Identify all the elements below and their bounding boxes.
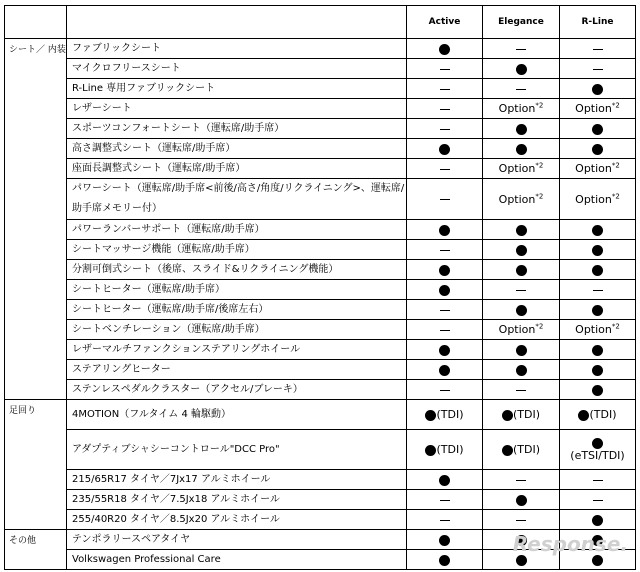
feature-label: シートベンチレーション（運転席/助手席） [67, 320, 407, 340]
availability-cell [483, 340, 560, 360]
standard-dot-icon [439, 345, 450, 356]
availability-cell [483, 280, 560, 300]
table-row [5, 139, 636, 159]
option-label: Option [498, 192, 536, 206]
feature-label: パワーシート（運転席/助手席<前後/高さ/角度/リクライニング>、運転席/助手席メモリー付） [67, 179, 407, 220]
table-row [5, 280, 636, 300]
standard-dot-icon [592, 124, 603, 135]
tdi-note: (TDI) [436, 408, 464, 421]
table-row [5, 470, 636, 490]
standard-dot-icon [516, 345, 527, 356]
feature-label: Volkswagen Professional Care [67, 550, 407, 570]
standard-dot-icon [439, 144, 450, 155]
feature-label: シートヒーター（運転席/助手席） [67, 280, 407, 300]
table-row [5, 340, 636, 360]
availability-cell [560, 260, 636, 280]
not-available-dash-icon [593, 69, 603, 70]
not-available-dash-icon [440, 390, 450, 391]
stacked-availability [560, 438, 635, 462]
option-footnote: *2 [611, 192, 620, 201]
table-row [5, 490, 636, 510]
availability-cell [407, 280, 483, 300]
option-text [499, 102, 544, 115]
standard-dot-icon [439, 225, 450, 236]
availability-cell [560, 79, 636, 99]
option-text [499, 162, 544, 175]
spec-table [4, 5, 636, 570]
standard-dot-icon [439, 285, 450, 296]
availability-cell [483, 300, 560, 320]
option-label: Option [575, 102, 612, 116]
standard-dot-icon [516, 495, 527, 506]
standard-dot-icon [425, 445, 436, 456]
col-rline: R-Line [560, 6, 636, 39]
option-text [575, 162, 620, 175]
availability-cell [483, 510, 560, 530]
availability-cell [560, 430, 636, 470]
standard-dot-icon [592, 225, 603, 236]
option-footnote: *2 [535, 101, 544, 110]
standard-dot-icon [592, 245, 603, 256]
availability-cell [483, 430, 560, 470]
feature-label: 高さ調整式シート（運転席/助手席） [67, 139, 407, 159]
availability-cell [560, 159, 636, 179]
table-row [5, 39, 636, 59]
table-row [5, 59, 636, 79]
not-available-dash-icon [593, 500, 603, 501]
option-label: Option [498, 102, 536, 116]
standard-dot-icon [516, 144, 527, 155]
availability-cell [560, 39, 636, 59]
corner-cell [5, 6, 67, 39]
not-available-dash-icon [440, 250, 450, 251]
standard-dot-icon [516, 225, 527, 236]
availability-cell [407, 470, 483, 490]
standard-dot-icon [592, 438, 603, 449]
not-available-dash-icon [440, 109, 450, 110]
availability-cell [560, 320, 636, 340]
feature-label: ステンレスペダルクラスター（アクセル/ブレーキ） [67, 380, 407, 400]
table-row [5, 260, 636, 280]
availability-cell [407, 300, 483, 320]
availability-cell [560, 300, 636, 320]
availability-cell [560, 139, 636, 159]
availability-cell [407, 79, 483, 99]
availability-cell [560, 59, 636, 79]
feature-label: 4MOTION（フルタイム 4 輪駆動） [67, 400, 407, 430]
standard-dot-icon [578, 410, 589, 421]
availability-cell [407, 510, 483, 530]
category-chassis: 足回り [5, 400, 67, 530]
availability-cell [483, 240, 560, 260]
feature-label: シートマッサージ機能（運転席/助手席） [67, 240, 407, 260]
standard-dot-icon [516, 124, 527, 135]
standard-dot-icon [439, 44, 450, 55]
availability-cell [407, 119, 483, 139]
standard-dot-icon [592, 305, 603, 316]
availability-cell [560, 510, 636, 530]
table-row [5, 510, 636, 530]
option-label: Option [498, 162, 536, 176]
standard-dot-icon [439, 555, 450, 566]
not-available-dash-icon [516, 480, 526, 481]
item-header-cell [67, 6, 407, 39]
feature-label: 235/55R18 タイヤ／7.5Jx18 アルミホイール [67, 490, 407, 510]
availability-cell [407, 179, 483, 220]
not-available-dash-icon [440, 310, 450, 311]
availability-cell [483, 119, 560, 139]
feature-label: ファブリックシート [67, 39, 407, 59]
availability-cell [560, 400, 636, 430]
table-row [5, 430, 636, 470]
availability-cell [483, 159, 560, 179]
availability-cell [407, 340, 483, 360]
availability-cell [407, 360, 483, 380]
table-row [5, 159, 636, 179]
table-row [5, 320, 636, 340]
not-available-dash-icon [516, 290, 526, 291]
feature-label: テンポラリースペアタイヤ [67, 530, 407, 550]
feature-label: レザーシート [67, 99, 407, 119]
availability-cell [407, 139, 483, 159]
not-available-dash-icon [593, 480, 603, 481]
table-row [5, 119, 636, 139]
not-available-dash-icon [593, 290, 603, 291]
not-available-dash-icon [440, 89, 450, 90]
standard-dot-icon [502, 410, 513, 421]
option-label: Option [575, 162, 612, 176]
availability-cell [407, 99, 483, 119]
availability-cell [560, 470, 636, 490]
option-footnote: *2 [611, 101, 620, 110]
not-available-dash-icon [440, 330, 450, 331]
availability-cell [560, 99, 636, 119]
availability-cell [407, 380, 483, 400]
not-available-dash-icon [440, 169, 450, 170]
availability-cell [407, 59, 483, 79]
col-active: Active [407, 6, 483, 39]
standard-dot-icon [425, 410, 436, 421]
availability-cell [483, 79, 560, 99]
tdi-note: (TDI) [512, 443, 541, 456]
availability-cell [483, 400, 560, 430]
availability-cell [560, 360, 636, 380]
feature-label: 255/40R20 タイヤ／8.5Jx20 アルミホイール [67, 510, 407, 530]
standard-dot-icon [592, 385, 603, 396]
not-available-dash-icon [440, 129, 450, 130]
availability-cell [483, 59, 560, 79]
option-footnote: *2 [535, 192, 544, 201]
table-row [5, 300, 636, 320]
standard-dot-icon [439, 265, 450, 276]
availability-cell [483, 360, 560, 380]
not-available-dash-icon [516, 89, 526, 90]
feature-label: スポーツコンフォートシート（運転席/助手席） [67, 119, 407, 139]
option-label: Option [575, 323, 612, 337]
not-available-dash-icon [516, 49, 526, 50]
not-available-dash-icon [440, 500, 450, 501]
standard-dot-icon [592, 515, 603, 526]
feature-label: 分割可倒式シート（後席、スライド&リクライニング機能） [67, 260, 407, 280]
option-label: Option [575, 192, 612, 206]
availability-cell [483, 139, 560, 159]
availability-cell [483, 179, 560, 220]
etsi-tdi-note: (eTSI/TDI) [570, 448, 625, 462]
availability-cell [560, 340, 636, 360]
availability-cell [560, 280, 636, 300]
feature-label: パワーランバーサポート（運転席/助手席） [67, 220, 407, 240]
availability-cell [407, 430, 483, 470]
table-row [5, 400, 636, 430]
table-row [5, 220, 636, 240]
feature-label: R-Line 専用ファブリックシート [67, 79, 407, 99]
standard-dot-icon [439, 365, 450, 376]
availability-cell [483, 260, 560, 280]
tdi-note: (TDI) [512, 408, 541, 421]
standard-dot-icon [592, 144, 603, 155]
availability-cell [407, 320, 483, 340]
availability-cell [560, 240, 636, 260]
standard-dot-icon [592, 365, 603, 376]
table-row [5, 380, 636, 400]
availability-cell [483, 39, 560, 59]
standard-dot-icon [439, 475, 450, 486]
standard-dot-icon [516, 305, 527, 316]
availability-cell [407, 260, 483, 280]
availability-cell [407, 220, 483, 240]
availability-cell [560, 380, 636, 400]
option-footnote: *2 [611, 161, 620, 170]
availability-cell [560, 220, 636, 240]
standard-dot-icon [592, 555, 603, 566]
spec-table-body [5, 6, 636, 570]
not-available-dash-icon [516, 520, 526, 521]
standard-dot-icon [592, 265, 603, 276]
availability-cell [483, 470, 560, 490]
feature-label: 座面長調整式シート（運転席/助手席） [67, 159, 407, 179]
standard-dot-icon [439, 535, 450, 546]
tdi-note: (TDI) [589, 408, 617, 421]
availability-cell [483, 490, 560, 510]
not-available-dash-icon [516, 390, 526, 391]
availability-cell [560, 179, 636, 220]
table-row [5, 79, 636, 99]
standard-dot-icon [516, 245, 527, 256]
standard-dot-icon [592, 84, 603, 95]
availability-cell [483, 220, 560, 240]
availability-cell [407, 530, 483, 550]
option-text [575, 102, 620, 115]
category-other: その他 [5, 530, 67, 570]
availability-cell [483, 320, 560, 340]
availability-cell [407, 159, 483, 179]
availability-cell [407, 400, 483, 430]
not-available-dash-icon [593, 49, 603, 50]
feature-label: シートヒーター（運転席/助手席/後席左右） [67, 300, 407, 320]
availability-cell [407, 490, 483, 510]
option-text [575, 193, 620, 206]
availability-cell [483, 380, 560, 400]
standard-dot-icon [516, 365, 527, 376]
option-text [499, 193, 544, 206]
table-row [5, 99, 636, 119]
feature-label: アダプティブシャシーコントロール"DCC Pro" [67, 430, 407, 470]
option-footnote: *2 [535, 322, 544, 331]
col-elegance: Elegance [483, 6, 560, 39]
option-footnote: *2 [611, 322, 620, 331]
standard-dot-icon [592, 345, 603, 356]
header-row [5, 6, 636, 39]
availability-cell [407, 550, 483, 570]
table-row [5, 240, 636, 260]
not-available-dash-icon [440, 520, 450, 521]
option-footnote: *2 [535, 161, 544, 170]
feature-label: レザーマルチファンクションステアリングホイール [67, 340, 407, 360]
option-text [575, 323, 620, 336]
not-available-dash-icon [440, 199, 450, 200]
feature-label: 215/65R17 タイヤ／7Jx17 アルミホイール [67, 470, 407, 490]
availability-cell [407, 39, 483, 59]
availability-cell [560, 119, 636, 139]
availability-cell [407, 240, 483, 260]
availability-cell [483, 99, 560, 119]
table-row [5, 179, 636, 220]
category-seat: シート／ 内装 [5, 39, 67, 400]
standard-dot-icon [516, 265, 527, 276]
table-row [5, 360, 636, 380]
response-watermark: Response. [512, 532, 628, 556]
not-available-dash-icon [440, 69, 450, 70]
option-label: Option [498, 323, 536, 337]
option-text [499, 323, 544, 336]
tdi-note: (TDI) [436, 443, 464, 456]
standard-dot-icon [502, 445, 513, 456]
availability-cell [560, 490, 636, 510]
standard-dot-icon [516, 555, 527, 566]
feature-label: マイクロフリースシート [67, 59, 407, 79]
feature-label: ステアリングヒーター [67, 360, 407, 380]
standard-dot-icon [516, 64, 527, 75]
